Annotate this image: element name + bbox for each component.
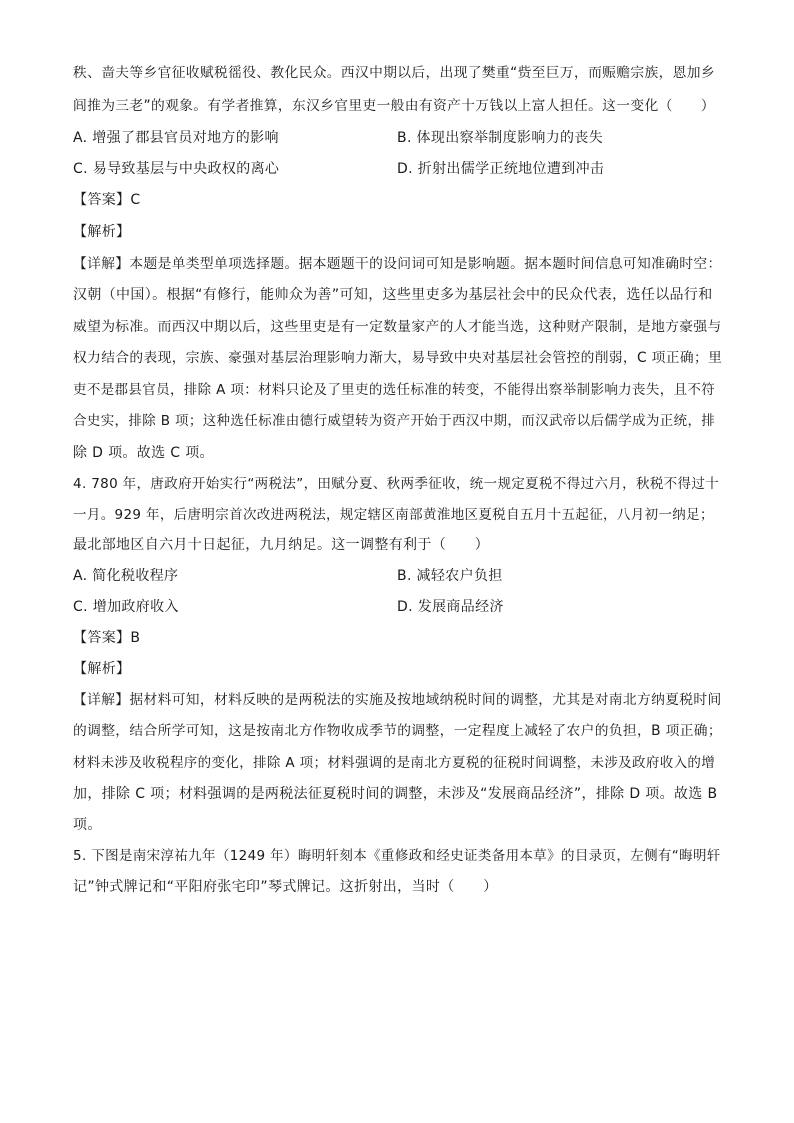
q3-option-d[interactable]: D. 折射出儒学正统地位遭到冲击 [397,161,605,177]
q3-analysis-line-1: 【详解】本题是单类型单项选择题。据本题题干的设问词可知是影响题。据本题时间信息可知准确时空： [73,256,722,272]
q4-analysis-line-3: 材料未涉及收税程序的变化，排除 A 项；材料强调的是南北方夏税的征税时间调整，未涉及政府收入的增 [73,755,716,771]
q3-option-a[interactable]: A. 增强了郡县官员对地方的影响 [73,130,279,146]
q3-analysis-line-6: 合史实，排除 B 项；这种选任标准由德行威望转为资产开始于西汉中期，而汉武帝以后儒学成为正统，排 [73,413,716,429]
q3-analysis-line-4: 权力结合的表现，宗族、豪强对基层治理影响力渐大，易导致中央对基层社会管控的削弱，C 项正确；里 [73,350,723,366]
q3-analysis-line-7: 除 D 项。故选 C 项。 [73,445,214,461]
q4-analysis-line-5: 项。 [73,817,102,833]
q4-analysis-line-4: 加，排除 C 项；材料强调的是两税法征夏税时间的调整，未涉及“发展商品经济”，排除 D 项。故选 B [73,786,718,802]
q4-analysis-title: 【解析】 [73,661,131,677]
q3-option-b[interactable]: B. 体现出察举制度影响力的丧失 [397,130,604,146]
q4-option-a[interactable]: A. 简化税收程序 [73,568,179,584]
q4-option-d[interactable]: D. 发展商品经济 [397,599,504,615]
q3-analysis-line-3: 威望为标准。而西汉中期以后，这些里吏是有一定数量家产的人才能当选，这种财产限制，是地方豪强与 [73,319,722,335]
q4-answer: 【答案】B [73,630,141,646]
q3-stem-line-2: 闾推为三老”的观象。有学者推算，东汉乡官里吏一般由有资产十万钱以上富人担任。这一变化（ ） [73,98,715,114]
q5-stem-line-1: 5. 下图是南宋淳祐九年（1249 年）晦明轩刻本《重修政和经史证类备用本草》的目录页，左侧有“晦明轩 [73,848,721,864]
q4-analysis-line-1: 【详解】据材料可知，材料反映的是两税法的实施及按地域纳税时间的调整，尤其是对南北方纳夏税时间 [73,692,722,708]
q4-option-b[interactable]: B. 减轻农户负担 [397,568,503,584]
q3-answer: 【答案】C [73,192,141,208]
q4-option-c[interactable]: C. 增加政府收入 [73,599,179,615]
q4-stem-line-3: 最北部地区自六月十日起征，九月纳足。这一调整有利于（ ） [73,537,490,553]
q3-stem-line-1: 秩、啬夫等乡官征收赋税徭役、教化民众。西汉中期以后，出现了樊重“赀至巨万，而赈赡宗族，恩加乡 [73,65,715,81]
q3-analysis-line-2: 汉朝（中国）。根据“有修行，能帅众为善”可知，这些里吏多为基层社会中的民众代表，选任以品行和 [73,287,713,303]
q3-analysis-title: 【解析】 [73,224,131,240]
q3-analysis-line-5: 吏不是郡县官员，排除 A 项：材料只论及了里吏的选任标准的转变，不能得出察举制影响力丧失，且不符 [73,382,716,398]
q4-stem-line-1: 4. 780 年，唐政府开始实行“两税法”，田赋分夏、秋两季征收，统一规定夏税不得过六月，秋税不得过十 [73,476,720,492]
q3-option-c[interactable]: C. 易导致基层与中央政权的离心 [73,161,280,177]
q5-stem-line-2: 记”钟式牌记和“平阳府张宅印”琴式牌记。这折射出，当时（ ） [73,879,498,895]
q4-analysis-line-2: 的调整，结合所学可知，这是按南北方作物收成季节的调整，一定程度上减轻了农户的负担，B 项正确； [73,723,723,739]
q4-stem-line-2: 一月。929 年，后唐明宗首次改进两税法，规定辖区南部黄淮地区夏税自五月十五起征，八月初一纳足； [73,507,714,523]
